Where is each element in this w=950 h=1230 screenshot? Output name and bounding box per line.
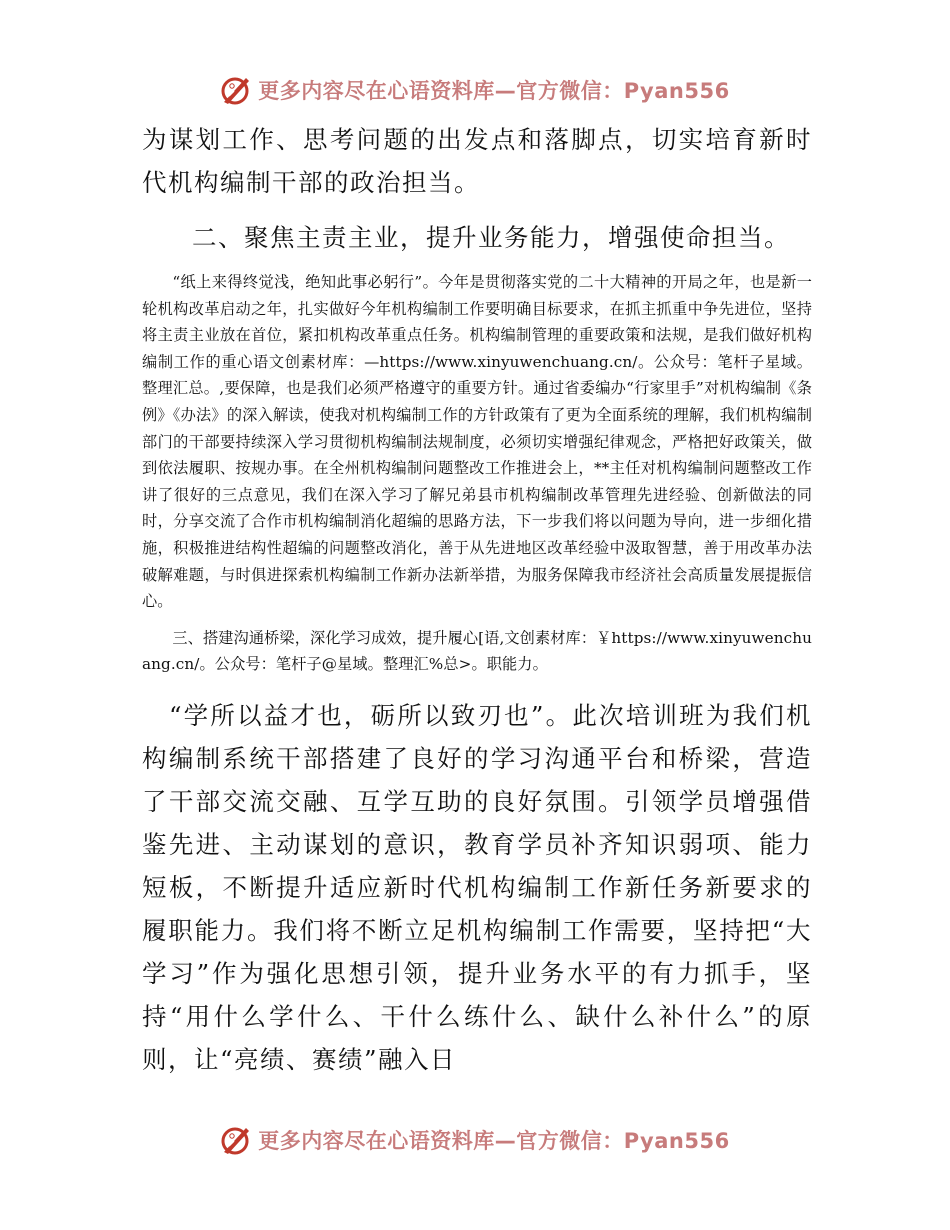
intro-paragraph: 为谋划工作、思考问题的出发点和落脚点，切实培育新时代机构编制干部的政治担当。 <box>142 125 812 197</box>
document-body <box>142 118 812 1081</box>
header-banner-text: 更多内容尽在心语资料库—官方微信：Pyan556 <box>258 79 730 103</box>
section-2-paragraph: “纸上来得终觉浅，绝知此事必躬行”。今年是贯彻落实党的二十大精神的开局之年，也是新一轮机构改革启动之年，扎实做好今年机构编制工作要明确目标要求，在抓主抓重中争先进位，坚持将主责主业放在首位，紧扣机构改革重点任务。机构编制管理的重要政策和法规，是我们做好机构编制工作的重心语文创素材库：—https://www.xinyuwenchuang.cn/。公众号：笔杆子星域。整理汇总。,要保障，也是我们必须严格遵守的重要方针。通过省委编办“行家里手”对机构编制《条例》《办法》的深入解读，使我对机构编制工作的方针政策有了更为全面系统的理解，我们机构编制部门的干部要持续深入学习贯彻机构编制法规制度，必须切实增强纪律观念，严格把好政策关，做到依法履职、按规办事。在全州机构编制问题整改工作推进会上，**主任对机构编制问题整改工作讲了很好的三点意见，我们在深入学习了解兄弟县市机构编制改革管理先进经验、创新做法的同时，分享交流了合作市机构编制消化超编的思路方法，下一步我们将以问题为导向，进一步细化措施，积极推进结构性超编的问题整改消化，善于从先进地区改革经验中汲取智慧，善于用改革办法破解难题，与时俱进探索机构编制工作新办法新举措，为服务保障我市经济社会高质量发展提振信心。 <box>142 273 812 611</box>
quill-logo-icon <box>220 74 252 106</box>
section-3-paragraph: “学所以益才也，砺所以致刃也”。此次培训班为我们机构编制系统干部搭建了良好的学习沟通平台和桥梁，营造了干部交流交融、互学互助的良好氛围。引领学员增强借鉴先进、主动谋划的意识，教育学员补齐知识弱项、能力短板，不断提升适应新时代机构编制工作新任务新要求的履职能力。我们将不断立足机构编制工作需要，坚持把“大学习”作为强化思想引领，提升业务水平的有力抓手，坚持“用什么学什么、干什么练什么、缺什么补什么”的原则，让“亮绩、赛绩”融入日 <box>142 700 812 1074</box>
section-heading-3: 三、搭建沟通桥梁，深化学习成效，提升履心[语,文创素材库：￥https://www.xinyuwenchuang.cn/。公众号：笔杆子@星域。整理汇%总>。职能力。 <box>142 628 812 674</box>
quill-logo-icon <box>220 1124 252 1156</box>
footer-banner-text: 更多内容尽在心语资料库—官方微信：Pyan556 <box>258 1129 730 1153</box>
section-heading-2: 二、聚焦主责主业，提升业务能力，增强使命担当。 <box>192 223 790 252</box>
footer-banner <box>0 1120 950 1160</box>
header-banner <box>0 70 950 110</box>
